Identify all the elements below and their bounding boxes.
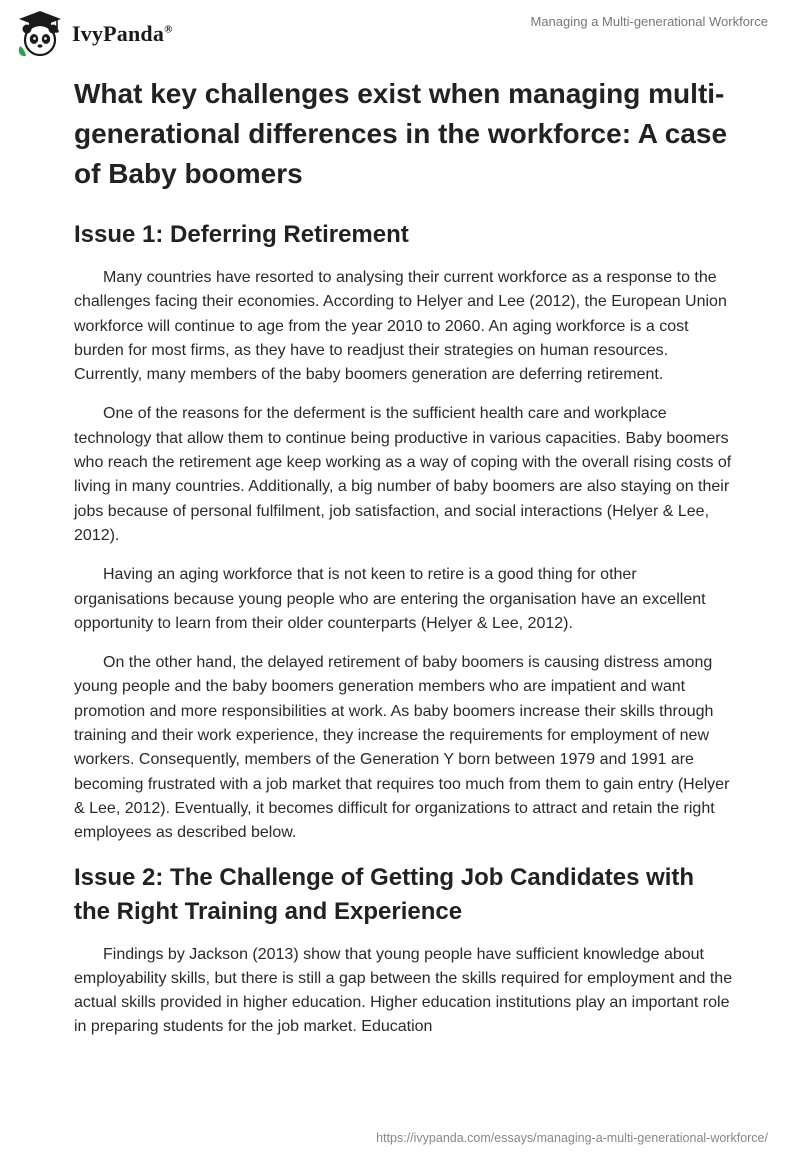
section-heading-issue-1: Issue 1: Deferring Retirement — [74, 221, 409, 248]
brand-name: IvyPanda® — [72, 21, 173, 46]
section-heading-issue-2: Issue 2: The Challenge of Getting Job Candidates with the Right Training and Experience — [74, 863, 695, 925]
paragraph: On the other hand, the delayed retirement of baby boomers is causing distress among young people and the baby boomers generation members who are impatient and want promotion and more responsibilities at work. As baby boomers increase their skills through training and their work experience, they increase the requirements for employment of new workers. Consequently, members of the Generation Y born between 1979 and 1991 are becoming frustrated with a job market that requires too much from them to gain entry (Helyer & Lee, 2012). Eventually, it becomes difficult for organizations to attract and retain the right employees as described below. — [74, 654, 730, 842]
panda-graduate-icon — [14, 8, 66, 60]
running-title: Managing a Multi-generational Workforce — [530, 14, 768, 29]
ivypanda-logo[interactable] — [14, 8, 173, 60]
source-url-link[interactable]: https://ivypanda.com/essays/managing-a-multi-generational-workforce/ — [376, 1131, 768, 1145]
paragraph: One of the reasons for the deferment is the sufficient health care and workplace technology that allow them to continue being productive in various capacities. Baby boomers who reach the retirement age keep working as a way of coping with the overall rising costs of living in many countries. Additionally, a big number of baby boomers are also staying on their jobs because of personal fulfilment, job satisfaction, and social interactions (Helyer & Lee, 2012). — [74, 405, 732, 544]
article-body — [74, 74, 734, 1055]
paragraph: Findings by Jackson (2013) show that young people have sufficient knowledge about employability skills, but there is still a gap between the skills required for employment and the actual skills provided in higher education. Higher education institutions play an important role in preparing students for the job market. Education — [74, 945, 733, 1036]
paragraph: Many countries have resorted to analysing their current workforce as a response to the challenges facing their economies. According to Helyer and Lee (2012), the European Union workforce will continue to age from the year 2010 to 2060. An aging workforce is a cost burden for most firms, as they have to readjust their strategies on human resources. Currently, many members of the baby boomers generation are deferring retirement. — [74, 269, 727, 384]
paragraph: Having an aging workforce that is not keen to retire is a good thing for other organisations because young people who are entering the organisation have an excellent opportunity to learn from their older counterparts (Helyer & Lee, 2012). — [74, 566, 706, 632]
page-title: What key challenges exist when managing multi-generational differences in the workforce: A case of Baby boomers — [74, 78, 728, 189]
page-header — [0, 0, 800, 70]
